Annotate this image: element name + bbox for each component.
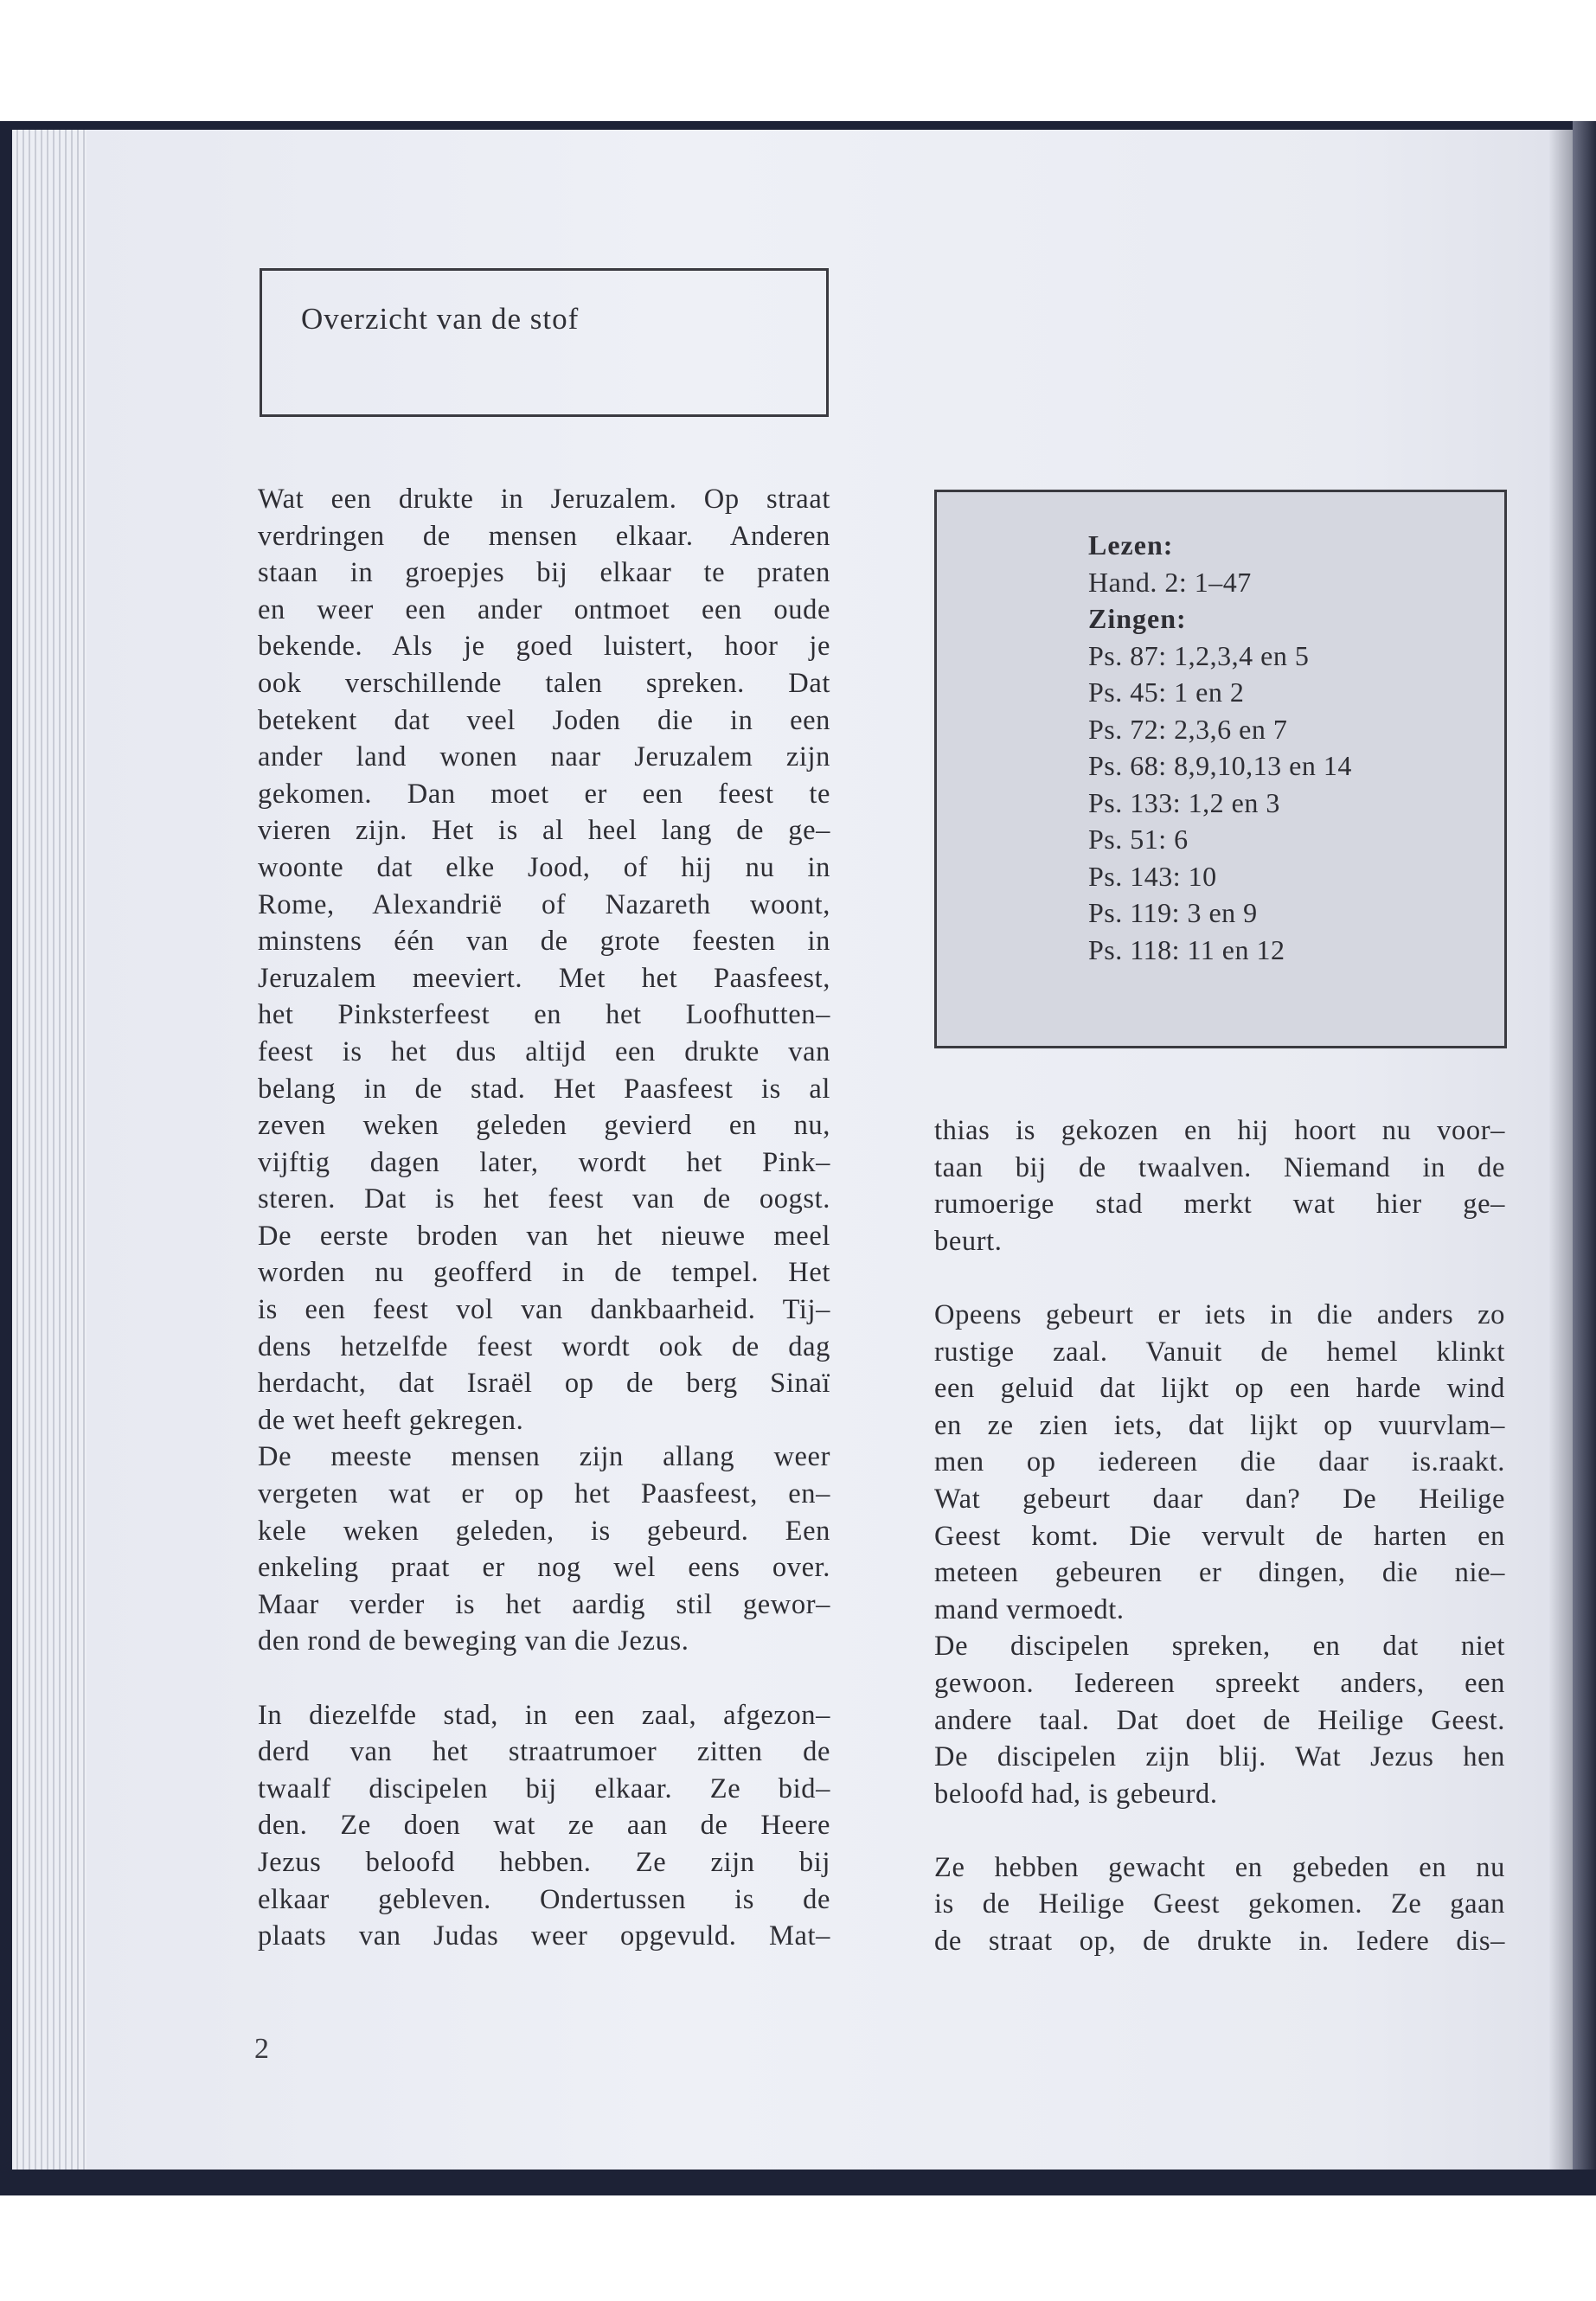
text-line: men op iedereen die daar is.raakt. (934, 1446, 1505, 1478)
text-line: bekende. Als je goed luistert, hoor je (258, 631, 830, 663)
text-line: De meeste mensen zijn allang weer (258, 1441, 830, 1473)
paragraph-gap (258, 1660, 830, 1697)
paragraph-gap (934, 1259, 1505, 1297)
text-line: Opeens gebeurt er iets in die anders zo (934, 1298, 1505, 1330)
text-line: gewoon. Iedereen spreekt anders, een (934, 1667, 1505, 1699)
text-line: dens hetzelfde feest wordt ook de dag (258, 1330, 830, 1362)
text-line: de straat op, de drukte in. Iedere dis– (934, 1926, 1505, 1958)
left-text-column (258, 481, 830, 1955)
text-line: minstens één van de grote feesten in (258, 926, 830, 958)
text-line: Geest komt. Die vervult de harten en (934, 1520, 1505, 1552)
text-line: derd van het straatrumoer zitten de (258, 1736, 830, 1768)
zingen-heading: Zingen: (1088, 603, 1187, 634)
text-line: beurt. (934, 1225, 1003, 1257)
psalm-entry: Ps. 87: 1,2,3,4 en 5 (1088, 639, 1310, 671)
text-line: de wet heeft gekregen. (258, 1404, 524, 1436)
text-line: ook verschillende talen spreken. Dat (258, 667, 830, 699)
lezen-heading: Lezen: (1088, 529, 1174, 561)
page-number: 2 (254, 2033, 269, 2065)
text-line: herdacht, dat Israël op de berg Sinaï (258, 1368, 830, 1400)
text-line: belang in de stad. Het Paasfeest is al (258, 1073, 830, 1105)
text-line: en weer een ander ontmoet een oude (258, 593, 830, 625)
right-text-column (934, 1112, 1505, 1960)
text-line: en ze zien iets, dat lijkt op vuurvlam– (934, 1409, 1505, 1441)
reading-box (934, 490, 1507, 1048)
text-line: mand vermoedt. (934, 1593, 1125, 1625)
text-line: het Pinksterfeest en het Loofhutten– (258, 999, 830, 1031)
text-line: De discipelen zijn blij. Wat Jezus hen (934, 1741, 1505, 1773)
text-line: verdringen de mensen elkaar. Anderen (258, 520, 830, 552)
text-line: den rond de beweging van die Jezus. (258, 1625, 689, 1657)
psalm-entry: Ps. 133: 1,2 en 3 (1088, 786, 1280, 818)
text-line: feest is het dus altijd een drukte van (258, 1035, 830, 1067)
text-line: twaalf discipelen bij elkaar. Ze bid– (258, 1772, 830, 1804)
text-line: thias is gekozen en hij hoort nu voor– (934, 1115, 1505, 1146)
text-line: ander land wonen naar Jeruzalem zijn (258, 741, 830, 773)
psalm-entry: Ps. 45: 1 en 2 (1088, 676, 1245, 708)
section-title: Overzicht van de stof (301, 302, 580, 336)
psalm-entry: Ps. 68: 8,9,10,13 en 14 (1088, 750, 1352, 781)
text-line: is een feest vol van dankbaarheid. Tij– (258, 1294, 830, 1326)
psalm-entry: Ps. 118: 11 en 12 (1088, 933, 1285, 965)
text-line: taan bij de twaalven. Niemand in de (934, 1151, 1505, 1183)
text-line: elkaar gebleven. Ondertussen is de (258, 1883, 830, 1915)
text-line: vieren zijn. Het is al heel lang de ge– (258, 815, 830, 847)
page-gutter-shadow (1548, 130, 1573, 2170)
text-line: rustige zaal. Vanuit de hemel klinkt (934, 1336, 1505, 1368)
psalm-entry: Ps. 119: 3 en 9 (1088, 897, 1258, 928)
text-line: staan in groepjes bij elkaar te praten (258, 557, 830, 589)
text-line: gekomen. Dan moet er een feest te (258, 778, 830, 810)
psalm-entry: Ps. 72: 2,3,6 en 7 (1088, 713, 1288, 745)
text-line: In diezelfde stad, in een zaal, afgezon– (258, 1699, 830, 1731)
text-line: Rome, Alexandrië of Nazareth woont, (258, 888, 830, 920)
title-box (260, 268, 829, 417)
text-line: enkeling praat er nog wel eens over. (258, 1552, 830, 1584)
psalm-entry: Ps. 143: 10 (1088, 860, 1217, 892)
text-line: beloofd had, is gebeurd. (934, 1778, 1218, 1810)
text-line: Wat een drukte in Jeruzalem. Op straat (258, 484, 830, 515)
text-line: vijftig dagen later, wordt het Pink– (258, 1146, 830, 1178)
text-line: betekent dat veel Joden die in een (258, 704, 830, 736)
text-line: Ze hebben gewacht en gebeden en nu (934, 1851, 1505, 1883)
text-line: andere taal. Dat doet de Heilige Geest. (934, 1704, 1505, 1736)
text-line: plaats van Judas weer opgevuld. Mat– (258, 1920, 830, 1952)
page-stack-edge (12, 130, 90, 2171)
text-line: kele weken geleden, is gebeurd. Een (258, 1515, 830, 1547)
text-line: De discipelen spreken, en dat niet (934, 1631, 1505, 1663)
text-line: Wat gebeurt daar dan? De Heilige (934, 1483, 1505, 1515)
text-line: vergeten wat er op het Paasfeest, en– (258, 1478, 830, 1510)
text-line: Jeruzalem meeviert. Met het Paasfeest, (258, 962, 830, 994)
lezen-reference: Hand. 2: 1–47 (1088, 566, 1252, 598)
scan-border-bottom (0, 2170, 1596, 2195)
text-line: rumoerige stad merkt wat hier ge– (934, 1189, 1505, 1221)
text-line: den. Ze doen wat ze aan de Heere (258, 1810, 830, 1842)
text-line: Jezus beloofd hebben. Ze zijn bij (258, 1846, 830, 1878)
text-line: worden nu geofferd in de tempel. Het (258, 1257, 830, 1289)
text-line: is de Heilige Geest gekomen. Ze gaan (934, 1888, 1505, 1920)
zingen-list (1088, 638, 1352, 969)
text-line: woonte dat elke Jood, of hij nu in (258, 851, 830, 883)
text-line: Maar verder is het aardig stil gewor– (258, 1588, 830, 1620)
text-line: steren. Dat is het feest van de oogst. (258, 1183, 830, 1215)
paragraph-gap (934, 1812, 1505, 1849)
psalm-entry: Ps. 51: 6 (1088, 824, 1189, 855)
text-line: een geluid dat lijkt op een harde wind (934, 1373, 1505, 1405)
scan-border-left (0, 121, 12, 2195)
text-line: De eerste broden van het nieuwe meel (258, 1220, 830, 1252)
text-line: meteen gebeuren er dingen, die nie– (934, 1557, 1505, 1589)
scan-border-right (1573, 121, 1596, 2195)
text-line: zeven weken geleden gevierd en nu, (258, 1110, 830, 1142)
